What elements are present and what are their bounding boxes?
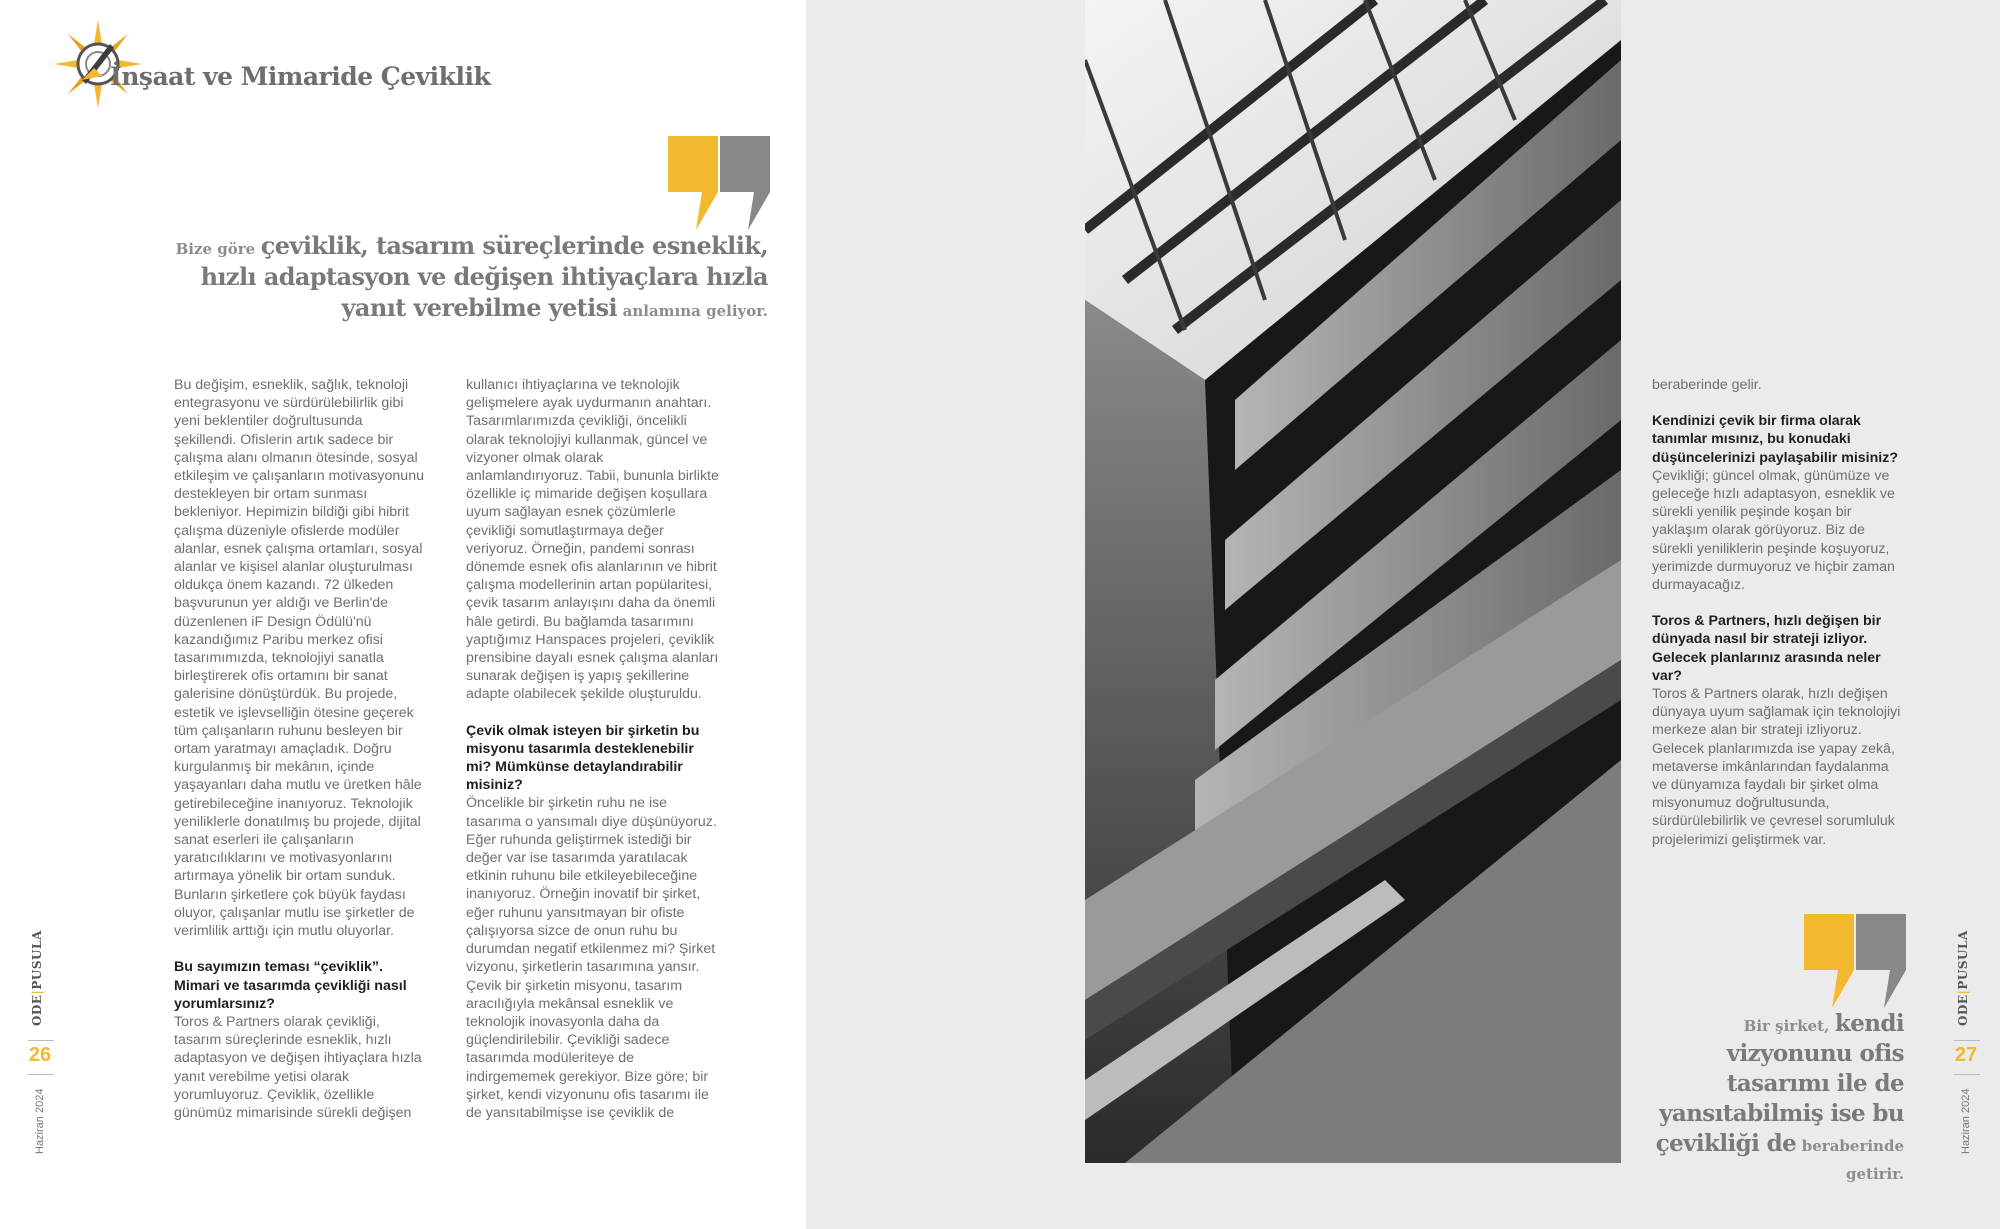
interview-question: Bu sayımızın teması “çeviklik”. Mimari ve tasarımda çevikliği nasıl yorumlarsınız? [174, 959, 407, 1012]
pull-quote-prefix: Bize göre [175, 240, 256, 258]
interview-answer: Toros & Partners olarak çevikliği, tasarım süreçlerinde esneklik, hızlı adaptasyon ve değişen ihtiyaçlara hızla yanıt verebilme yetisi olarak yorumluyoruz. Çeviklik, özellikle günümüz mimarisinde sürekli değişen [174, 1013, 422, 1121]
interview-question: Kendinizi çevik bir firma olarak tanımlar mısınız, bu konudaki düşüncelerinizi paylaşabilir misiniz? [1652, 413, 1898, 466]
pull-quote-left [130, 232, 768, 325]
brand-part-b: PUSULA [30, 930, 44, 990]
interview-question: Çevik olmak isteyen bir şirketin bu misyonu tasarımla desteklenebilir mi? Mümkünse detaylandırabilir misiniz? [466, 722, 700, 794]
paragraph: kullanıcı ihtiyaçlarına ve teknolojik gelişmelere ayak uydurmanın anahtarı. Tasarımlarımızda çevikliği, öncelikli olarak teknolojiyi kullanmak, güncel ve vizyoner olmak olarak anlamlandırıyoruz. Tabii, bununla birlikte özellikle iç mimaride değişen koşullara uyum sağlayan esnek çözümlerle çevikliği somutlaştırmaya değer veriyoruz. Örneğin, pandemi sonrası dönemde esnek ofis alanlarının ve hibrit çalışma modellerinin artan popülaritesi, çevik tasarım anlayışını daha da önemli hâle getirdi. Bu bağlamda tasarımını yaptığımız Hanspaces projeleri, çeviklik prensibine dayalı esnek çalışma alanları sunarak değişen iş yapış şekillerine adapte olabilecek şekilde oluşturuldu. [466, 377, 719, 703]
section-title: İnşaat ve Mimaride Çeviklik [110, 62, 491, 91]
interview-answer: Toros & Partners olarak, hızlı değişen dünyaya uyum sağlamak için teknolojiyi merkeze alan bir strateji izliyoruz. Gelecek planlarımızda ise yapay zekâ, metaverse imkânlarından faydalanma ve dünyamıza faydalı bir şirket olma misyonumuz doğrultusunda, sürdürülebilirlik ve çevresel sorumluluk projelerimizi geliştirmek var. [1652, 686, 1901, 848]
article-column-3 [1652, 376, 1906, 849]
brand-part-a: ODE [1956, 994, 1970, 1026]
pull-quote-suffix: anlamına geliyor. [622, 302, 768, 320]
pull-quote-emphasis: kendi vizyonunu ofis tasarımı ile de yansıtabilmiş ise bu çevikliği de [1655, 1010, 1904, 1157]
folio-rule [28, 1074, 54, 1075]
paragraph: Bu değişim, esneklik, sağlık, teknoloji entegrasyonu ve sürdürülebilirlik gibi yeni beklentiler doğrultusunda şekillendi. Ofislerin artık sadece bir çalışma alanı olmanın ötesinde, sosyal etkileşim ve çalışanların motivasyonunu destekleyen bir ortam sunması bekleniyor. Hepimizin bildiği gibi hibrit çalışma düzeniyle ofislerde modüler alanlar, esnek çalışma ortamları, sosyal alanlar ve kişisel alanlar oluşturulması oldukça önem kazandı. 72 ülkeden başvurunun yer aldığı ve Berlin'de düzenlenen iF Design Ödülü'nü kazandığımız Paribu merkez ofisi tasarımımızda, teknolojiyi sanatla birleştirerek ofis ortamını bir sanat galerisine dönüştürdük. Bu projede, estetik ve işlevselliğin ötesine geçerek tüm çalışanların ruhunu besleyen bir ortam yaratmayı amaçladık. Doğru kurgulanmış bir mekânın, içinde yaşayanları daha mutlu ve üretken hâle getirebileceğine inanıyoruz. Teknolojik yeniliklerle donatılmış bu projede, dijital sanat eserleri ile çalışanların yaratıcılıklarını ve motivasyonlarını artırmaya yönelik bir ortam sunduk. Bunların şirketlere çok büyük faydası oluyor, çalışanlar mutlu ise şirketler de verimlilik arttığı için mutlu oluyorlar. [174, 377, 424, 940]
brand-separator: | [1956, 989, 1970, 995]
article-column-2 [466, 376, 720, 1122]
article-column-1 [174, 376, 426, 1122]
interview-question: Toros & Partners, hızlı değişen bir dünyada nasıl bir strateji izliyor. Gelecek planlarınız arasında neler var? [1652, 613, 1882, 684]
architecture-photo [1085, 0, 1621, 1163]
interview-answer: Öncelikle bir şirketin ruhu ne ise tasarıma o yansımalı diye düşünüyoruz. Eğer ruhunda geliştirmek istediği bir değer var ise tasarımda yaratılacak etkinin ruhunu bile etkileyebileceğine inanıyoruz. Örneğin inovatif bir şirket, eğer ruhunu yansıtmayan bir ofiste çalışıyorsa sizce de onun ruhu bu durumdan negatif etkilenmez mi? Şirket vizyonu, şirketlerin tasarımına yansır. Çevik bir şirketin misyonu, tasarım aracılığıyla mekânsal esneklik ve teknolojik inovasyonla daha da güçlendirilebilir. Çevikliği sadece tasarımda modüleriteye de indirgememek gerekiyor. Bize göre; bir şirket, kendi vizyonunu ofis tasarımı ile de yansıtabilmişse ise çeviklik de [466, 795, 717, 1121]
folio-rule [28, 1040, 54, 1041]
page-number: 27 [1954, 1044, 1978, 1066]
brand-part-a: ODE [30, 994, 44, 1026]
brand-part-b: PUSULA [1956, 930, 1970, 990]
pull-quote-emphasis: çeviklik, tasarım süreçlerinde esneklik, hızlı adaptasyon ve değişen ihtiyaçlara hızla yanıt verebilme yetisi [200, 231, 768, 322]
pull-quote-suffix: beraberinde getirir. [1801, 1137, 1904, 1183]
brand-separator: | [30, 989, 44, 995]
pull-quote-prefix: Bir şirket, [1743, 1017, 1830, 1035]
quote-mark-icon [668, 136, 770, 230]
interview-answer: Çevikliği; güncel olmak, günümüze ve geleceğe hızlı adaptasyon, esneklik ve sürekli yenilik peşinde koşan bir yaklaşım olarak görüyoruz. Biz de sürekli yeniliklerin peşinde koşuyoruz, yerimizde durmuyoruz ve hiçbir zaman durmayacağız. [1652, 467, 1895, 594]
folio-rule [1954, 1040, 1980, 1041]
paragraph: beraberinde gelir. [1652, 377, 1762, 393]
pull-quote-right [1640, 1010, 1904, 1188]
folio-rule [1954, 1074, 1980, 1075]
issue-date: Haziran 2024 [34, 1088, 46, 1154]
quote-mark-icon [1804, 914, 1906, 1008]
issue-date: Haziran 2024 [1960, 1088, 1972, 1154]
page-number: 26 [28, 1044, 52, 1066]
magazine-brand [1956, 930, 1970, 1026]
magazine-brand [30, 930, 44, 1026]
